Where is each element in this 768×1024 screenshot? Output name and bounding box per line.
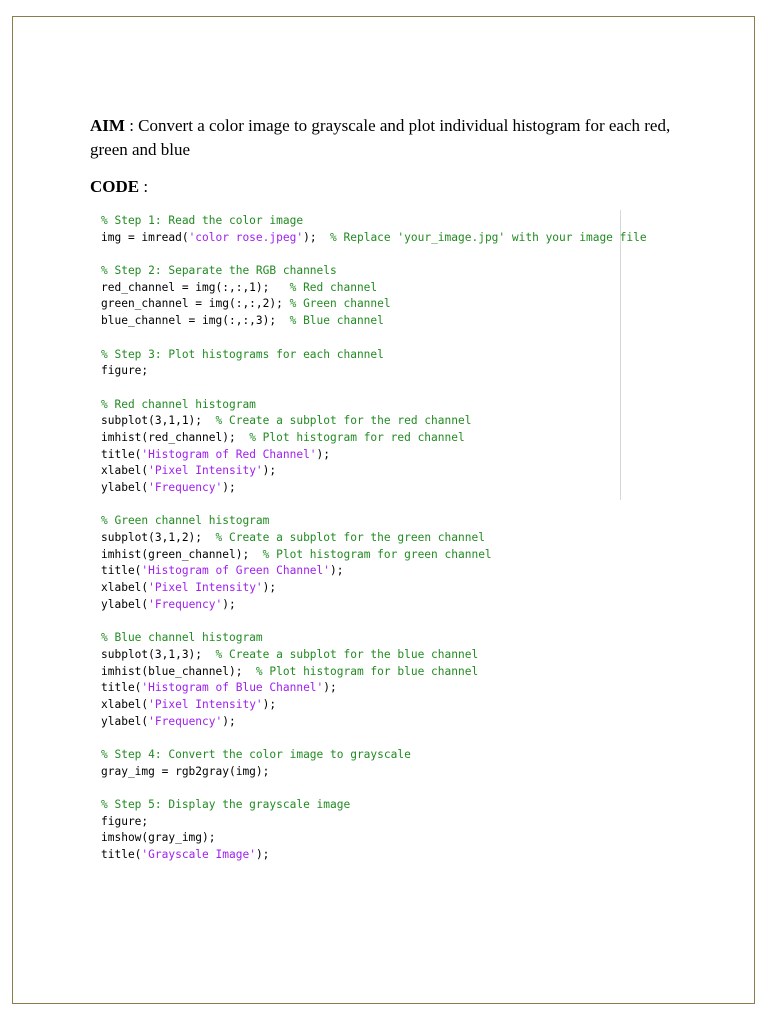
code-text: ); <box>262 464 277 478</box>
code-line <box>101 697 671 714</box>
code-line <box>101 714 671 731</box>
code-line <box>101 447 671 464</box>
code-line <box>101 547 671 564</box>
code-comment: % Green channel histogram <box>101 514 270 528</box>
code-comment: % Green channel <box>289 297 391 311</box>
code-text: ); <box>222 481 236 494</box>
code-comment: % Step 1: Read the color image <box>101 214 304 227</box>
code-line <box>101 347 671 364</box>
code-string: 'Frequency' <box>148 714 223 728</box>
code-comment: % Red channel histogram <box>101 397 256 411</box>
code-text: title( <box>101 848 142 862</box>
code-comment: % Replace 'your_image.jpg' with your image file <box>330 230 647 244</box>
code-text: ); <box>222 714 236 728</box>
code-comment: % Blue channel <box>289 314 384 328</box>
code-text: gray_img = rgb2gray(img); <box>101 764 270 778</box>
code-string: 'Histogram of Green Channel' <box>141 564 331 578</box>
code-string: 'Pixel Intensity' <box>148 581 263 595</box>
code-comment: % Step 4: Convert the color image to grayscale <box>101 748 411 761</box>
code-line <box>101 296 671 313</box>
code-line <box>101 563 671 580</box>
code-text: ); <box>303 230 331 244</box>
code-comment: % Create a subplot for the blue channel <box>215 647 479 661</box>
code-line <box>101 280 671 297</box>
code-line <box>101 480 671 497</box>
code-text: imhist(red_channel); <box>101 430 250 444</box>
code-text: figure; <box>101 364 149 378</box>
aim-text: : Convert a color image to grayscale and plot individual histogram for each red, green and blue <box>90 116 671 159</box>
code-comment: % Plot histogram for blue channel <box>255 664 479 678</box>
code-string: 'Grayscale Image' <box>141 848 256 862</box>
code-line <box>101 597 671 614</box>
code-text: title( <box>101 447 142 461</box>
code-text: ylabel( <box>101 597 149 611</box>
code-comment: % Create a subplot for the red channel <box>215 414 472 428</box>
code-comment: % Step 3: Plot histograms for each channel <box>101 347 384 361</box>
code-blank-line <box>101 730 671 747</box>
code-comment: % Step 2: Separate the RGB channels <box>101 264 337 278</box>
code-text: ); <box>323 681 337 695</box>
code-text: img = imread( <box>101 230 189 244</box>
code-text: figure; <box>101 814 149 828</box>
code-line <box>101 580 671 597</box>
code-text: blue_channel = img(:,:,3); <box>101 314 290 328</box>
code-text: subplot(3,1,1); <box>101 414 216 428</box>
code-text: ); <box>262 581 277 595</box>
code-text: subplot(3,1,3); <box>101 647 216 661</box>
code-line <box>101 630 671 647</box>
code-comment: % Blue channel histogram <box>101 631 263 645</box>
code-blank-line <box>101 246 671 263</box>
code-string: 'Frequency' <box>148 597 223 611</box>
code-blank-line <box>101 614 671 631</box>
code-line <box>101 363 671 380</box>
code-comment: % Red channel <box>289 280 378 294</box>
code-text: imhist(green_channel); <box>101 547 263 561</box>
code-string: 'Pixel Intensity' <box>148 697 263 711</box>
code-blank-line <box>101 380 671 397</box>
code-block <box>101 213 671 864</box>
code-blank-line <box>101 330 671 347</box>
code-line <box>101 213 671 230</box>
code-heading <box>90 175 148 199</box>
code-line <box>101 530 671 547</box>
code-line <box>101 797 671 814</box>
code-line <box>101 313 671 330</box>
code-string: 'Pixel Intensity' <box>148 464 263 478</box>
code-text: ); <box>262 697 277 711</box>
code-blank-line <box>101 497 671 514</box>
code-line <box>101 263 671 280</box>
code-text: red_channel = img(:,:,1); <box>101 280 290 294</box>
code-text: ); <box>255 848 270 862</box>
code-text: imhist(blue_channel); <box>101 664 256 678</box>
code-text: title( <box>101 564 142 578</box>
code-string: 'Histogram of Red Channel' <box>141 447 317 461</box>
code-line <box>101 680 671 697</box>
code-line <box>101 830 671 847</box>
code-text: imshow(gray_img); <box>101 831 216 845</box>
code-line <box>101 463 671 480</box>
code-text: xlabel( <box>101 464 149 478</box>
code-text: subplot(3,1,2); <box>101 531 216 545</box>
code-text: green_channel = img(:,:,2); <box>101 297 290 311</box>
code-text: ); <box>330 564 344 578</box>
code-comment: % Plot histogram for red channel <box>249 430 465 444</box>
code-heading-label: CODE <box>90 177 140 196</box>
code-line <box>101 397 671 414</box>
code-line <box>101 413 671 430</box>
code-text: ); <box>316 447 331 461</box>
code-text: title( <box>101 681 142 695</box>
code-text: xlabel( <box>101 581 149 595</box>
code-heading-suffix: : <box>139 177 149 196</box>
code-line <box>101 764 671 781</box>
code-string: 'Histogram of Blue Channel' <box>141 681 324 695</box>
code-line <box>101 430 671 447</box>
code-blank-line <box>101 780 671 797</box>
code-comment: % Plot histogram for green channel <box>262 547 492 561</box>
code-line <box>101 230 671 247</box>
aim-label: AIM <box>90 116 125 135</box>
code-text: ylabel( <box>101 714 149 728</box>
code-line <box>101 847 671 864</box>
aim-paragraph <box>90 114 690 162</box>
code-line <box>101 747 671 764</box>
code-comment: % Create a subplot for the green channel <box>215 531 485 545</box>
code-text: ylabel( <box>101 481 149 494</box>
code-line <box>101 513 671 530</box>
code-line <box>101 664 671 681</box>
code-line <box>101 647 671 664</box>
code-string: 'Frequency' <box>148 481 223 494</box>
code-line <box>101 814 671 831</box>
code-text: ); <box>222 597 236 611</box>
code-string: 'color rose.jpeg' <box>188 230 304 244</box>
code-text: xlabel( <box>101 697 149 711</box>
code-comment: % Step 5: Display the grayscale image <box>101 798 351 812</box>
